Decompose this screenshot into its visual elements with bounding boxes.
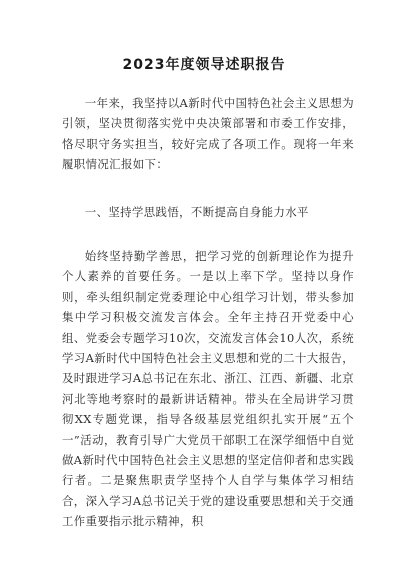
section-heading: 一、坚持学思践悟，不断提高自身能力水平 <box>84 205 309 219</box>
document-title: 2023年度领导述职报告 <box>122 57 286 73</box>
section-body-paragraph: 始终坚持勤学善思，把学习党的创新理论作为提升个人素养的首要任务。一是以上率下学。坚持以身作则，牵头组织制定党委理论中心组学习计划，带头参加集中学习积极交流发言体会。全年主持召开党委中心组、党委会专题学习10次，交流发言体会10人次，系统学习A新时代中国特色社会主义思想和党的二十大报告，及时跟进学习A总书记在东北、浙江、江西、新疆、北京河北等地考察时的最新讲话精神。带头在全局讲学习贯彻XX专题党课，指导各级基层党组织扎实开展“五个一”活动，教育引导广大党员干部职工在深学细悟中自觉做A新时代中国特色社会主义思想的坚定信仰者和忠实践行者。二是聚焦职责学坚持个人自学与集体学习相结合，深入学习A总书记关于党的建设重要思想和关于交通工作重要指示批示精神，积 <box>62 249 354 529</box>
intro-paragraph: 一年来，我坚持以A新时代中国特色社会主义思想为引领，坚决贯彻落实党中央决策部署和市委工作安排，恪尽职守务实担当，较好完成了各项工作。现将一年来履职情况汇报如下： <box>62 96 354 172</box>
